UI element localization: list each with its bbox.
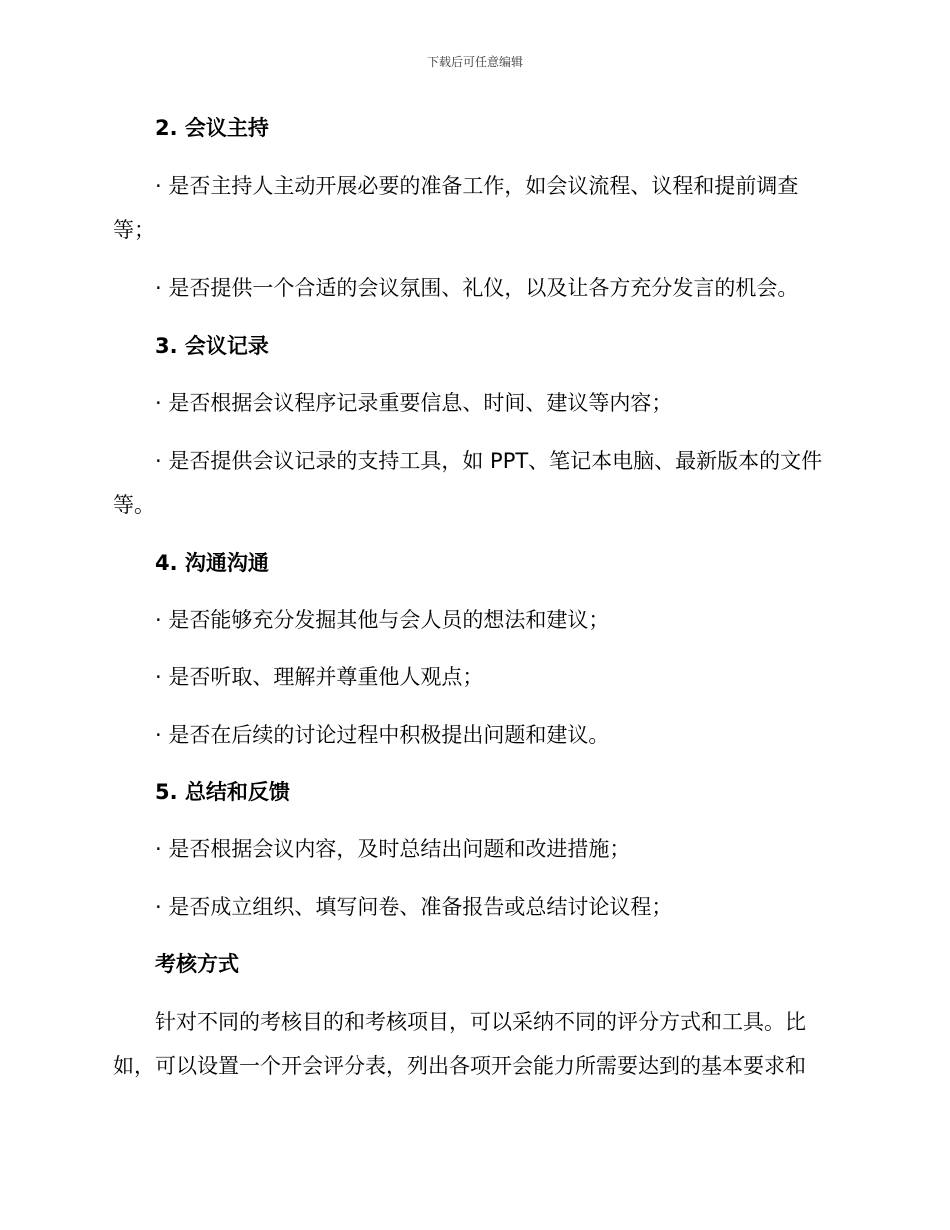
section-4-item-1: · 是否能够充分发掘其他与会人员的想法和建议； — [155, 608, 610, 632]
section-3-item-2: · 是否提供会议记录的支持工具，如 PPT、笔记本电脑、最新版本的文件等。 — [113, 449, 823, 517]
section-5-heading: 5. 总结和反馈 — [155, 780, 290, 804]
section-2-item-1: · 是否主持人主动开展必要的准备工作，如会议流程、议程和提前调查等； — [113, 174, 799, 242]
section-4-heading: 4. 沟通沟通 — [155, 551, 269, 575]
section-2-heading: 2. 会议主持 — [155, 116, 269, 140]
page-header-note: 下载后可任意编辑 — [426, 55, 523, 69]
section-2-item-2: · 是否提供一个合适的会议氛围、礼仪，以及让各方充分发言的机会。 — [155, 276, 799, 300]
section-5-item-1: · 是否根据会议内容，及时总结出问题和改进措施； — [155, 837, 631, 861]
assessment-heading: 考核方式 — [155, 952, 239, 976]
section-4-item-2: · 是否听取、理解并尊重他人观点； — [155, 665, 484, 689]
section-4-item-3: · 是否在后续的讨论过程中积极提出问题和建议。 — [155, 723, 610, 747]
section-3-item-1: · 是否根据会议程序记录重要信息、时间、建议等内容； — [155, 391, 673, 415]
section-3-heading: 3. 会议记录 — [155, 334, 269, 358]
section-5-item-2: · 是否成立组织、填写问卷、准备报告或总结讨论议程； — [155, 895, 673, 919]
assessment-paragraph: 针对不同的考核目的和考核项目，可以采纳不同的评分方式和工具。比如，可以设置一个开会评分表，列出各项开会能力所需要达到的基本要求和 — [113, 1010, 806, 1078]
